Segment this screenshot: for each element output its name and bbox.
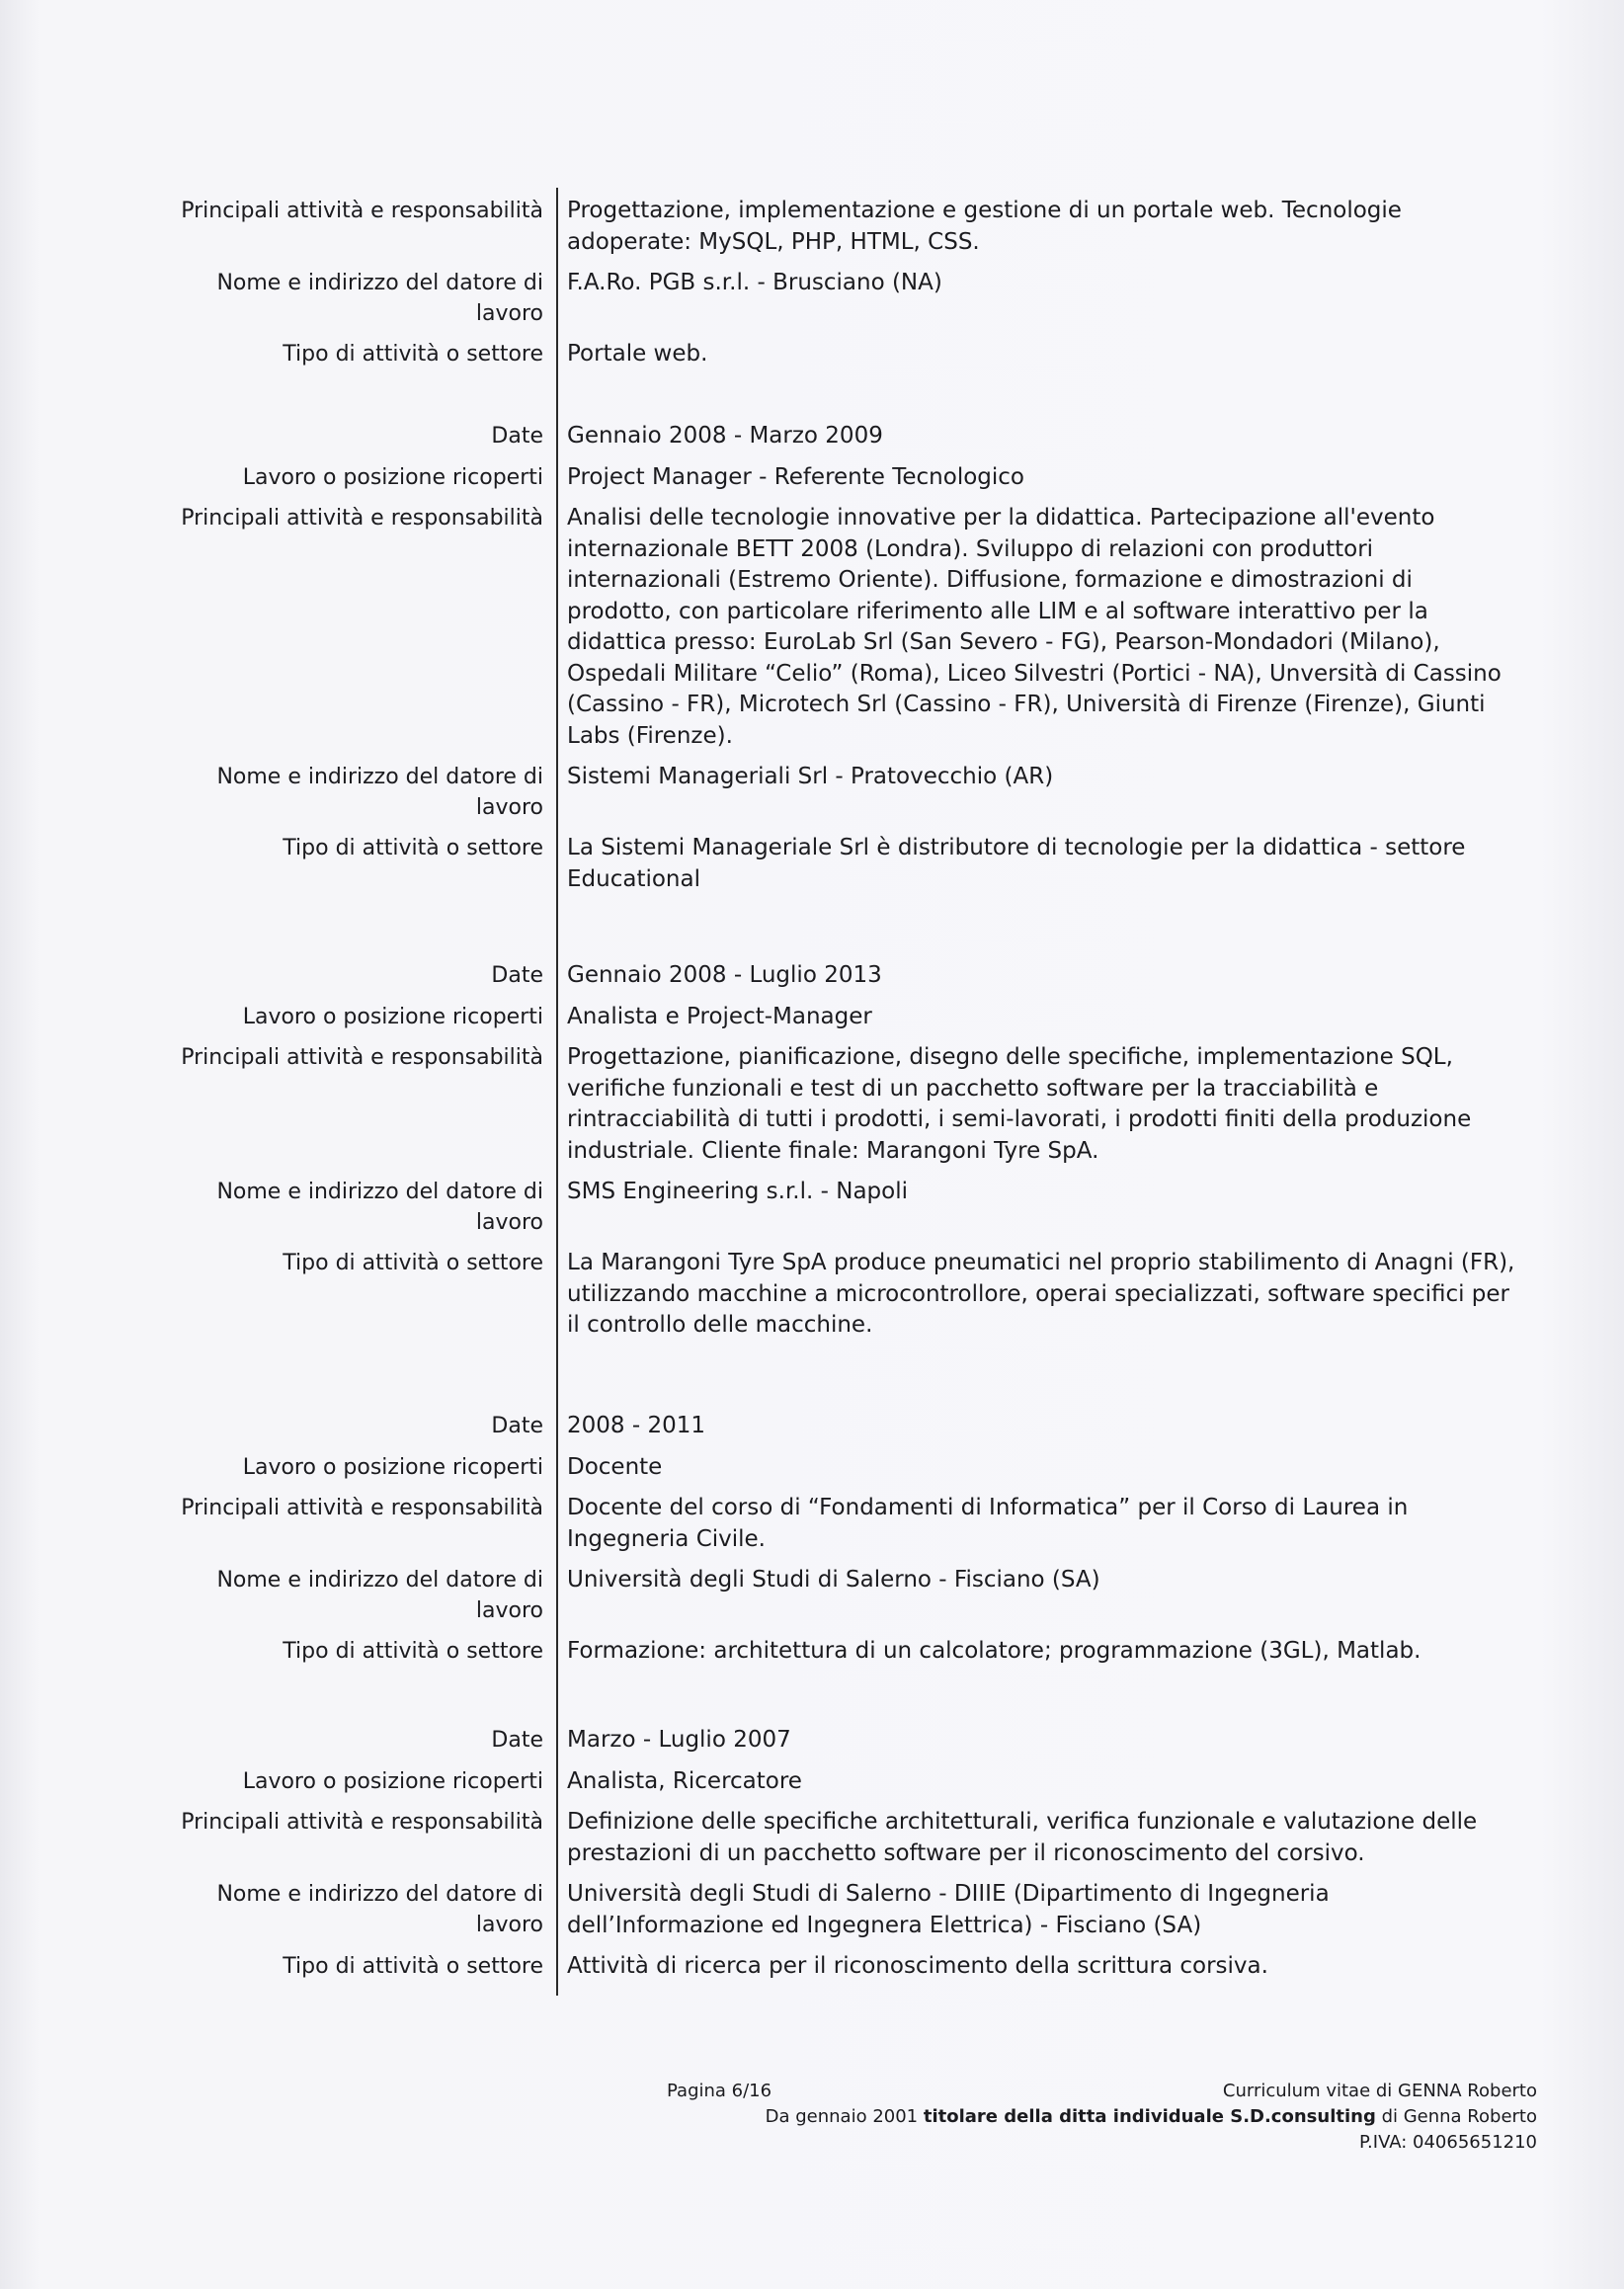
entry-value: Analista e Project-Manager <box>567 1003 872 1029</box>
cv-entry-row <box>0 268 1624 329</box>
cv-entry-row <box>0 833 1624 895</box>
entry-label: Nome e indirizzo del datore di lavoro <box>216 1180 543 1235</box>
entry-value: SMS Engineering s.r.l. - Napoli <box>567 1179 908 1204</box>
vat-number: P.IVA: 04065651210 <box>1359 2132 1537 2153</box>
entry-label: Lavoro o posizione ricoperti <box>242 1004 543 1029</box>
entry-label: Lavoro o posizione ricoperti <box>242 1454 543 1480</box>
entry-label: Date <box>491 1728 543 1753</box>
cv-entry-row <box>0 1636 1624 1668</box>
entry-label: Lavoro o posizione ricoperti <box>242 464 543 490</box>
entry-value: Docente <box>567 1453 663 1480</box>
entry-label: Tipo di attività o settore <box>283 342 543 367</box>
entry-label: Principali attività e responsabilità <box>181 506 543 531</box>
entry-value: F.A.Ro. PGB s.r.l. - Brusciano (NA) <box>567 270 942 295</box>
cv-entry-row <box>0 421 1624 452</box>
entry-value: Sistemi Manageriali Srl - Pratovecchio (AR) <box>567 764 1054 789</box>
entry-value: Analisi delle tecnologie innovative per la didattica. Partecipazione all'evento internazionale BETT 2008 (Londra). Sviluppo di relazioni con produttori internazionali (Estremo Oriente). Diffusione, formazione e dimostrazioni di prodotto, con particolare riferimento alle LIM e al software interattivo per la didattica presso: EuroLab Srl (San Severo - FG), Pearson-Mondadori (Milano), Ospedali Militare “Celio” (Roma), Liceo Silvestri (Portici - NA), Unversità di Cassino (Cassino - FR), Microtech Srl (Cassino - FR), Università di Firenze (Firenze), Giunti Labs (Firenze). <box>567 505 1502 749</box>
company-prefix: Da gennaio 2001 <box>765 2106 924 2127</box>
entry-label: Tipo di attività o settore <box>283 1639 543 1664</box>
job-section <box>0 1725 1624 1983</box>
entry-value: Università degli Studi di Salerno - DIIIE (Dipartimento di Ingegneria dell’Informazione ed Ingegnera Elettrica) - Fisciano (SA) <box>567 1881 1330 1938</box>
cv-entry-row <box>0 339 1624 370</box>
entry-label: Tipo di attività o settore <box>283 1954 543 1979</box>
entry-label: Date <box>491 424 543 449</box>
cv-entry-row <box>0 1248 1624 1342</box>
entry-label: Nome e indirizzo del datore di lavoro <box>216 765 543 820</box>
cv-entry-row <box>0 1493 1624 1555</box>
cv-title: Curriculum vitae di GENNA Roberto <box>1222 2081 1537 2101</box>
entry-label: Principali attività e responsabilità <box>181 1045 543 1070</box>
company-name: titolare della ditta individuale S.D.consulting <box>923 2106 1376 2127</box>
cv-entry-row <box>0 960 1624 992</box>
cv-entry-row <box>0 503 1624 752</box>
company-line <box>766 2104 1537 2130</box>
entry-value: Formazione: architettura di un calcolatore; programmazione (3GL), Matlab. <box>567 1638 1421 1664</box>
entry-value: Progettazione, implementazione e gestione di un portale web. Tecnologie adoperate: MySQL, PHP, HTML, CSS. <box>567 198 1402 255</box>
entry-value: Marzo - Luglio 2007 <box>567 1727 791 1753</box>
cv-entry-row <box>0 196 1624 258</box>
cv-entry-row <box>0 1725 1624 1757</box>
entry-value: Definizione delle specifiche architetturali, verifica funzionale e valutazione delle prestazioni di un pacchetto software per il riconoscimento del corsivo. <box>567 1809 1478 1866</box>
cv-entry-row <box>0 1879 1624 1941</box>
job-section <box>0 196 1624 370</box>
entry-label: Tipo di attività o settore <box>283 836 543 860</box>
cv-entry-row <box>0 1565 1624 1626</box>
entry-value: Gennaio 2008 - Luglio 2013 <box>567 962 882 988</box>
cv-entry-row <box>0 762 1624 823</box>
entry-value: Portale web. <box>567 341 708 367</box>
cv-entry-row <box>0 1951 1624 1983</box>
entry-label: Principali attività e responsabilità <box>181 1496 543 1520</box>
entry-value: La Marangoni Tyre SpA produce pneumatici nel proprio stabilimento di Anagni (FR), utilizzando macchine a microcontrollore, operai specializzati, software specifici per il controllo delle macchine. <box>567 1250 1515 1338</box>
entry-value: Gennaio 2008 - Marzo 2009 <box>567 423 883 449</box>
job-section <box>0 960 1624 1342</box>
company-suffix: di Genna Roberto <box>1375 2106 1537 2127</box>
entry-value: Analista, Ricercatore <box>567 1767 802 1794</box>
entry-value: Progettazione, pianificazione, disegno delle specifiche, implementazione SQL, verifiche funzionali e test di un pacchetto software per la tracciabilità e rintracciabilità di tutti i prodotti, i semi-lavorati, i prodotti finiti della produzione industriale. Cliente finale: Marangoni Tyre SpA. <box>567 1044 1472 1164</box>
entry-value: Project Manager - Referente Tecnologico <box>567 463 1024 490</box>
entry-value: Attività di ricerca per il riconoscimento della scrittura corsiva. <box>567 1953 1268 1979</box>
entry-label: Principali attività e responsabilità <box>181 1810 543 1835</box>
entry-label: Nome e indirizzo del datore di lavoro <box>216 1882 543 1937</box>
entry-label: Date <box>491 963 543 988</box>
cv-entry-row <box>0 1002 1624 1033</box>
entry-label: Principali attività e responsabilità <box>181 199 543 223</box>
entry-label: Date <box>491 1414 543 1438</box>
cv-entry-row <box>0 1452 1624 1484</box>
cv-entry-row <box>0 1766 1624 1798</box>
entry-label: Tipo di attività o settore <box>283 1251 543 1275</box>
entry-value: Docente del corso di “Fondamenti di Informatica” per il Corso di Laurea in Ingegneria Civile. <box>567 1495 1409 1552</box>
page-number: Pagina 6/16 <box>667 2081 772 2101</box>
cv-entry-row <box>0 462 1624 494</box>
cv-entry-row <box>0 1042 1624 1167</box>
entry-value: 2008 - 2011 <box>567 1413 705 1438</box>
job-section <box>0 421 1624 895</box>
entry-value: Università degli Studi di Salerno - Fisciano (SA) <box>567 1567 1100 1593</box>
entry-label: Nome e indirizzo del datore di lavoro <box>216 271 543 326</box>
job-section <box>0 1411 1624 1668</box>
entry-label: Nome e indirizzo del datore di lavoro <box>216 1568 543 1623</box>
cv-entry-row <box>0 1411 1624 1442</box>
entry-label: Lavoro o posizione ricoperti <box>242 1768 543 1794</box>
entry-value: La Sistemi Manageriale Srl è distributore di tecnologie per la didattica - settore Educational <box>567 835 1466 892</box>
cv-entry-row <box>0 1177 1624 1238</box>
cv-entry-row <box>0 1807 1624 1869</box>
